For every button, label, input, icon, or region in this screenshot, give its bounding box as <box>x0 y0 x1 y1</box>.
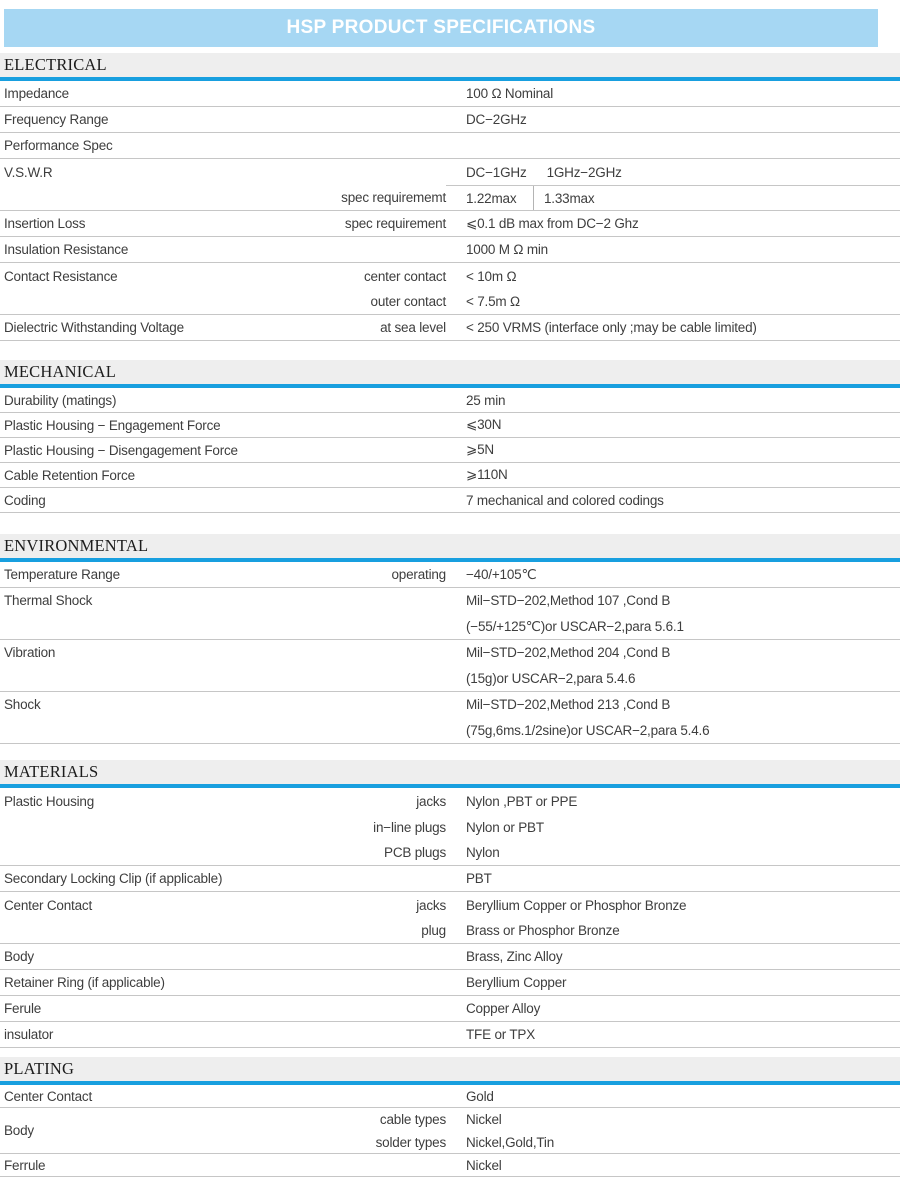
row-value: 25 min <box>466 392 506 408</box>
row-label: Body <box>4 1123 34 1138</box>
section-plating <box>0 1057 900 1177</box>
spec-row-insulation-resistance <box>0 237 900 263</box>
row-label: Ferrule <box>4 1157 46 1173</box>
row-value: PBT <box>466 871 492 886</box>
row-value: ⩾110N <box>466 467 508 482</box>
row-label: Contact Resistance <box>4 268 118 284</box>
spec-row-contact-resistance-outer <box>0 289 900 315</box>
row-sublabel: plug <box>421 923 446 938</box>
row-label: Thermal Shock <box>4 593 93 608</box>
row-value: Nylon ,PBT or PPE <box>466 793 578 809</box>
row-value: Brass, Zinc Alloy <box>466 949 563 964</box>
spec-row-engagement-force <box>0 413 900 438</box>
section-title: ELECTRICAL <box>4 55 107 74</box>
vswr-band-2: 1GHz−2GHz <box>546 164 622 180</box>
row-label: Ferule <box>4 1001 42 1016</box>
section-header-plating <box>0 1057 900 1081</box>
row-label: Plastic Housing − Disengagement Force <box>4 442 238 458</box>
spec-row-body <box>0 944 900 970</box>
section-mechanical <box>0 360 900 513</box>
row-value: Copper Alloy <box>466 1001 541 1016</box>
spec-row-ferule <box>0 996 900 1022</box>
spec-row-retainer-ring <box>0 970 900 996</box>
row-value: Nylon or PBT <box>466 819 544 835</box>
row-label: Vibration <box>4 645 56 660</box>
row-value: ⩽0.1 dB max from DC−2 Ghz <box>466 215 639 231</box>
row-label: Performance Spec <box>4 138 113 153</box>
row-label: Body <box>4 949 34 964</box>
row-value: < 10m Ω <box>466 268 517 284</box>
row-label: Plastic Housing <box>4 793 95 809</box>
value-line-2: (15g)or USCAR−2,para 5.4.6 <box>466 671 636 686</box>
spec-row-insertion-loss <box>0 211 900 237</box>
spec-row-plating-body <box>0 1108 900 1154</box>
spec-row-disengagement-force <box>0 438 900 463</box>
row-value: TFE or TPX <box>466 1027 536 1042</box>
spec-row-secondary-locking-clip <box>0 866 900 892</box>
row-value: Nickel <box>466 1157 502 1173</box>
vswr-value-2: 1.33max <box>533 186 594 210</box>
row-sublabel: at sea level <box>380 320 446 335</box>
row-value <box>446 640 900 692</box>
row-label: insulator <box>4 1027 54 1042</box>
page-title: HSP PRODUCT SPECIFICATIONS <box>286 17 596 38</box>
spec-row-plating-ferrule <box>0 1154 900 1177</box>
spec-row-thermal-shock <box>0 588 900 640</box>
section-title: PLATING <box>4 1059 75 1078</box>
sublabel-line-1: cable types <box>379 1112 446 1127</box>
row-value: 100 Ω Nominal <box>466 86 554 101</box>
row-value <box>446 165 900 180</box>
section-title: MATERIALS <box>4 762 99 781</box>
row-label: Cable Retention Force <box>4 467 135 483</box>
row-value <box>446 1108 900 1153</box>
row-value: < 250 VRMS (interface only ;may be cable limited) <box>466 320 757 335</box>
value-line-1: Mil−STD−202,Method 204 ,Cond B <box>466 645 671 660</box>
banner <box>4 9 878 47</box>
spec-row-plastic-housing-jacks <box>0 788 900 814</box>
row-value: Nylon <box>466 845 500 860</box>
spec-row-cable-retention <box>0 463 900 488</box>
row-value <box>446 588 900 640</box>
spec-row-vswr-header <box>0 159 900 185</box>
row-value: DC−2GHz <box>466 112 527 127</box>
section-title: ENVIRONMENTAL <box>4 536 149 555</box>
spec-row-temperature-range <box>0 562 900 588</box>
vswr-value-1: 1.22max <box>466 190 517 206</box>
section-materials <box>0 760 900 1048</box>
spec-row-shock <box>0 692 900 744</box>
value-line-2: (75g,6ms.1/2sine)or USCAR−2,para 5.4.6 <box>466 723 710 738</box>
row-label: Insertion Loss <box>4 216 86 231</box>
row-label: Retainer Ring (if applicable) <box>4 975 165 990</box>
spec-row-frequency-range <box>0 107 900 133</box>
row-label: Dielectric Withstanding Voltage <box>4 320 184 335</box>
section-header-mechanical <box>0 360 900 384</box>
row-label: Insulation Resistance <box>4 242 129 257</box>
row-label: Shock <box>4 697 41 712</box>
spec-row-impedance <box>0 81 900 107</box>
row-value: ⩽30N <box>466 417 502 432</box>
row-sublabel: in−line plugs <box>373 819 446 835</box>
spec-row-insulator <box>0 1022 900 1048</box>
row-value: < 7.5m Ω <box>466 294 520 309</box>
row-label: Coding <box>4 492 46 508</box>
row-value <box>446 692 900 744</box>
row-label: Temperature Range <box>4 567 120 582</box>
section-header-materials <box>0 760 900 784</box>
row-value: Brass or Phosphor Bronze <box>466 923 620 938</box>
row-label: Impedance <box>4 86 69 101</box>
spec-sheet-page <box>0 9 900 1189</box>
spec-row-center-contact-plug <box>0 918 900 944</box>
vswr-band-1: DC−1GHz <box>466 164 527 180</box>
row-label: Frequency Range <box>4 112 109 127</box>
row-value: Beryllium Copper or Phosphor Bronze <box>466 897 687 913</box>
value-line-2: Nickel,Gold,Tin <box>466 1135 555 1150</box>
section-title: MECHANICAL <box>4 362 116 381</box>
value-line-1: Nickel <box>466 1112 502 1127</box>
row-label: Plastic Housing − Engagement Force <box>4 417 221 433</box>
spec-row-dielectric-voltage <box>0 315 900 341</box>
row-label: Secondary Locking Clip (if applicable) <box>4 871 223 886</box>
section-header-environmental <box>0 534 900 558</box>
row-sublabel <box>300 1108 446 1153</box>
spec-row-performance-spec <box>0 133 900 159</box>
value-line-1: Mil−STD−202,Method 213 ,Cond B <box>466 697 671 712</box>
section-electrical <box>0 53 900 341</box>
row-sublabel: PCB plugs <box>384 845 446 860</box>
spec-row-contact-resistance-center <box>0 263 900 289</box>
spec-row-center-contact-jacks <box>0 892 900 918</box>
row-sublabel: spec requirement <box>344 216 446 231</box>
section-environmental <box>0 534 900 744</box>
row-value: Beryllium Copper <box>466 975 567 990</box>
row-label: Center Contact <box>4 1088 92 1104</box>
row-label: Durability (matings) <box>4 392 117 408</box>
section-header-electrical <box>0 53 900 77</box>
row-label: Center Contact <box>4 897 92 913</box>
spec-row-plastic-housing-pcb <box>0 840 900 866</box>
spec-row-coding <box>0 488 900 513</box>
sublabel-line-2: solder types <box>375 1135 446 1150</box>
row-sublabel: jacks <box>416 897 446 913</box>
spec-row-vswr-values <box>0 185 900 211</box>
row-value: 7 mechanical and colored codings <box>466 492 664 508</box>
row-value <box>446 185 900 210</box>
value-line-1: Mil−STD−202,Method 107 ,Cond B <box>466 593 671 608</box>
row-sublabel: center contact <box>364 268 446 284</box>
row-value: −40/+105℃ <box>466 566 537 582</box>
spec-row-durability <box>0 388 900 413</box>
row-value: 1000 M Ω min <box>466 242 548 257</box>
value-line-2: (−55/+125℃)or USCAR−2,para 5.6.1 <box>466 619 684 634</box>
spec-row-vibration <box>0 640 900 692</box>
row-sublabel: outer contact <box>370 294 446 309</box>
row-label: V.S.W.R <box>4 164 53 180</box>
spec-row-plastic-housing-inline <box>0 814 900 840</box>
row-value: Gold <box>466 1088 494 1104</box>
row-value: ⩾5N <box>466 442 494 457</box>
row-sublabel: spec requirememt <box>341 190 446 205</box>
spec-row-plating-center-contact <box>0 1085 900 1108</box>
row-sublabel: operating <box>391 567 446 582</box>
row-sublabel: jacks <box>416 793 446 809</box>
